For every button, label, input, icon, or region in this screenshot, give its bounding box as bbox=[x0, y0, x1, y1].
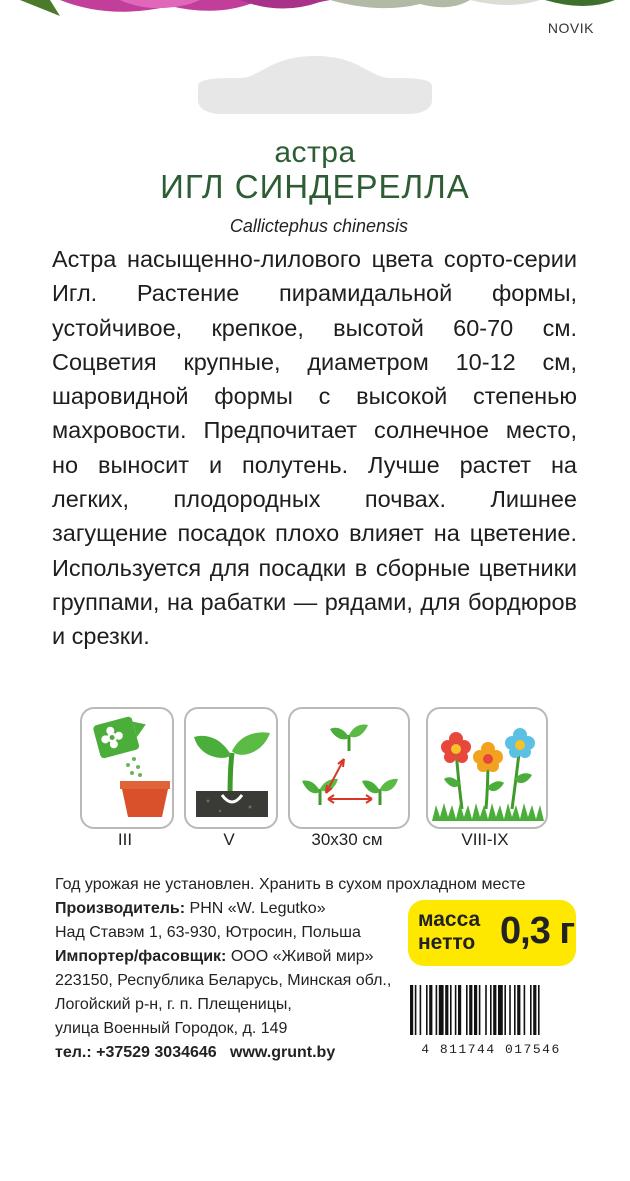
variety-name: ИГЛ СИНДЕРЕЛЛА bbox=[160, 168, 470, 205]
producer-label: Производитель: bbox=[55, 900, 186, 917]
importer-name: ООО «Живой мир» bbox=[230, 948, 374, 965]
importer-address-1: 223150, Республика Беларусь, Минская обл., bbox=[55, 972, 392, 989]
net-weight-badge bbox=[408, 900, 576, 966]
hanger-hole bbox=[180, 56, 450, 118]
description-text: Астра насыщенно-лилового цвета сорто-серии Игл. Растение пирамидальной формы, устойчивое, крепкое, высотой 60-70 см. Соцветия крупные, диаметром 10-12 см, шаровидной формы с высокой степенью махровости. Предпочитает солнечное место, но выносит и полутень. Лучше растет на легких, плодородных почвах. Лишнее загущение посадок плохо влияет на цветение. Используется для посадки в сборные цветники группами, на рабатки — рядами, для бордюров и срезки. bbox=[52, 246, 577, 650]
barcode-number: 4 811744 017546 bbox=[421, 1042, 561, 1057]
barcode-bars bbox=[402, 985, 580, 1035]
website-link[interactable]: www.grunt.by bbox=[230, 1044, 336, 1061]
producer-name: PHN «W. Legutko» bbox=[189, 900, 326, 917]
net-weight-label-2: нетто bbox=[418, 931, 476, 954]
net-weight-label bbox=[418, 908, 480, 954]
sowing-month-label: III bbox=[117, 830, 133, 849]
importer-address-3: улица Военный Городок, д. 149 bbox=[55, 1020, 288, 1037]
seedling-icon bbox=[184, 707, 278, 829]
flowering-icon bbox=[426, 707, 548, 829]
product-photo-strip bbox=[0, 0, 630, 18]
latin-name: Callictephus chinensis bbox=[229, 216, 408, 236]
sowing-pot-icon bbox=[80, 707, 174, 829]
producer-line bbox=[55, 897, 326, 921]
spacing-label: 30х30 см bbox=[311, 830, 383, 849]
flowering-month-label: VIII-IX bbox=[461, 830, 509, 849]
harvest-note: Год урожая не установлен. Хранить в сухом прохладном месте bbox=[55, 876, 526, 893]
phone-number: тел.: +37529 3034646 bbox=[55, 1044, 217, 1061]
barcode bbox=[402, 985, 580, 1055]
net-weight-value: 0,3 г bbox=[500, 910, 575, 952]
brand-logo: NOVIK bbox=[547, 20, 594, 36]
net-weight-label-1: масса bbox=[418, 908, 481, 931]
producer-address: Над Ставэм 1, 63-930, Ютросин, Польша bbox=[55, 924, 361, 941]
spacing-icon bbox=[288, 707, 410, 829]
contacts-line bbox=[55, 1041, 335, 1065]
crop-name: астра bbox=[274, 136, 356, 169]
importer-line bbox=[55, 945, 374, 969]
importer-label: Импортер/фасовщик: bbox=[55, 948, 227, 965]
planting-month-label: V bbox=[223, 830, 235, 849]
importer-address-2: Логойский р-н, г. п. Плещеницы, bbox=[55, 996, 292, 1013]
